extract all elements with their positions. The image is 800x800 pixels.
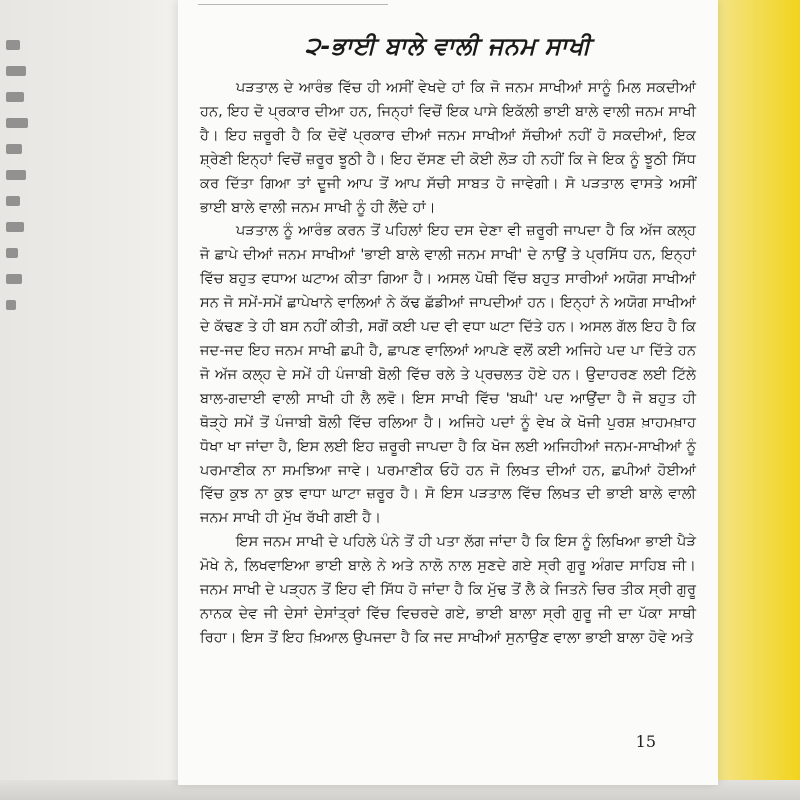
paragraph-3: ਇਸ ਜਨਮ ਸਾਖੀ ਦੇ ਪਹਿਲੇ ਪੰਨੇ ਤੋਂ ਹੀ ਪਤਾ ਲੱਗ ਜਾਂਦਾ ਹੈ ਕਿ ਇਸ ਨੂੰ ਲਿਖਿਆ ਭਾਈ ਪੈੜੇ ਮੋਖੇ ਨੇ, ਲਿਖਵਾਇਆ ਭਾਈ ਬਾਲੇ ਨੇ ਅਤੇ ਨਾਲੋ ਨਾਲ ਸੁਣਦੇ ਗਏ ਸ੍ਰੀ ਗੁਰੂ ਅੰਗਦ ਸਾਹਿਬ ਜੀ। ਜਨਮ ਸਾਖੀ ਦੇ ਪੜ੍ਹਨ ਤੋਂ ਇਹ ਵੀ ਸਿੱਧ ਹੋ ਜਾਂਦਾ ਹੈ ਕਿ ਮੁੱਢ ਤੋਂ ਲੈ ਕੇ ਜਿਤਨੇ ਚਿਰ ਤੀਕ ਸ੍ਰੀ ਗੁਰੂ ਨਾਨਕ ਦੇਵ ਜੀ ਦੇਸਾਂ ਦੇਸਾਂਤ੍ਰਾਂ ਵਿੱਚ ਵਿਚਰਦੇ ਗਏ, ਭਾਈ ਬਾਲਾ ਸ੍ਰੀ ਗੁਰੂ ਜੀ ਦਾ ਪੱਕਾ ਸਾਥੀ ਰਿਹਾ। ਇਸ ਤੋਂ ਇਹ ਖ਼ਿਆਲ ਉਪਜਦਾ ਹੈ ਕਿ ਜਦ ਸਾਖੀਆਂ ਸੁਨਾਉਣ ਵਾਲਾ ਭਾਈ ਬਾਲਾ ਹੋਵੇ ਅਤੇ xyxy=(200,533,696,646)
facing-page-text-fragments xyxy=(6,40,46,340)
body-text xyxy=(200,76,696,650)
page-number: 15 xyxy=(635,732,656,751)
paragraph-2: ਪੜਤਾਲ ਨੂੰ ਆਰੰਭ ਕਰਨ ਤੋਂ ਪਹਿਲਾਂ ਇਹ ਦਸ ਦੇਣਾ ਵੀ ਜ਼ਰੂਰੀ ਜਾਪਦਾ ਹੈ ਕਿ ਅੱਜ ਕਲ੍ਹ ਜੋ ਛਾਪੇ ਦੀਆਂ ਜਨਮ ਸਾਖੀਆਂ 'ਭਾਈ ਬਾਲੇ ਵਾਲੀ ਜਨਮ ਸਾਖੀ' ਦੇ ਨਾਉਂ ਤੇ ਪ੍ਰਸਿੱਧ ਹਨ, ਇਨ੍ਹਾਂ ਵਿੱਚ ਬਹੁਤ ਵਧਾਅ ਘਟਾਅ ਕੀਤਾ ਗਿਆ ਹੈ। ਅਸਲ ਪੋਥੀ ਵਿੱਚ ਬਹੁਤ ਸਾਰੀਆਂ ਅਯੋਗ ਸਾਖੀਆਂ ਸਨ ਜੋ ਸਮੇਂ-ਸਮੇਂ ਛਾਪੇਖਾਨੇ ਵਾਲਿਆਂ ਨੇ ਕੱਢ ਛੱਡੀਆਂ ਜਾਪਦੀਆਂ ਹਨ। ਇਨ੍ਹਾਂ ਨੇ ਅਯੋਗ ਸਾਖੀਆਂ ਦੇ ਕੱਢਣ ਤੇ ਹੀ ਬਸ ਨਹੀਂ ਕੀਤੀ, ਸਗੋਂ ਕਈ ਪਦ ਵੀ ਵਧਾ ਘਟਾ ਦਿੱਤੇ ਹਨ। ਅਸਲ ਗੱਲ ਇਹ ਹੈ ਕਿ ਜਦ-ਜਦ ਇਹ ਜਨਮ ਸਾਖੀ ਛਪੀ ਹੈ, ਛਾਪਣ ਵਾਲਿਆਂ ਆਪਣੇ ਵਲੋਂ ਕਈ ਅਜਿਹੇ ਪਦ ਪਾ ਦਿੱਤੇ ਹਨ ਜੋ ਅੱਜ ਕਲ੍ਹ ਦੇ ਸਮੇਂ ਹੀ ਪੰਜਾਬੀ ਬੋਲੀ ਵਿੱਚ ਰਲੇ ਤੇ ਪ੍ਰਚਲਤ ਹੋਏ ਹਨ। ਉਦਾਹਰਣ ਲਈ ਟਿੱਲੇ ਬਾਲ-ਗਦਾਈ ਵਾਲੀ ਸਾਖੀ ਹੀ ਲੈ ਲਵੋ। ਇਸ ਸਾਖੀ ਵਿੱਚ 'ਬਘੀ' ਪਦ ਆਉਂਦਾ ਹੈ ਜੋ ਬਹੁਤ ਹੀ ਥੋੜ੍ਹੇ ਸਮੇਂ ਤੋਂ ਪੰਜਾਬੀ ਬੋਲੀ ਵਿੱਚ ਰਲਿਆ ਹੈ। ਅਜਿਹੇ ਪਦਾਂ ਨੂੰ ਵੇਖ ਕੇ ਖੋਜੀ ਪੁਰਸ਼ ਖ਼ਾਹਮਖ਼ਾਹ ਧੋਖਾ ਖਾ ਜਾਂਦਾ ਹੈ, ਇਸ ਲਈ ਇਹ ਜ਼ਰੂਰੀ ਜਾਪਦਾ ਹੈ ਕਿ ਖੋਜ ਲਈ ਅਜਿਹੀਆਂ ਜਨਮ-ਸਾਖੀਆਂ ਨੂੰ ਪਰਮਾਣੀਕ ਨਾ ਸਮਝਿਆ ਜਾਵੇ। ਪਰਮਾਣੀਕ ਓਹੋ ਹਨ ਜੋ ਲਿਖਤ ਦੀਆਂ ਹਨ, ਛਪੀਆਂ ਹੋਈਆਂ ਵਿੱਚ ਕੁਝ ਨਾ ਕੁਝ ਵਾਧਾ ਘਾਟਾ ਜ਼ਰੂਰ ਹੈ। ਸੋ ਇਸ ਪੜਤਾਲ ਵਿੱਚ ਲਿਖਤ ਦੀ ਭਾਈ ਬਾਲੇ ਵਾਲੀ ਜਨਮ ਸਾਖੀ ਹੀ ਮੁੱਖ ਰੱਖੀ ਗਈ ਹੈ। xyxy=(200,222,696,527)
book-page xyxy=(178,0,718,785)
page-top-rule xyxy=(198,4,388,5)
paragraph-1: ਪੜਤਾਲ ਦੇ ਆਰੰਭ ਵਿੱਚ ਹੀ ਅਸੀਂ ਵੇਖਦੇ ਹਾਂ ਕਿ ਜੋ ਜਨਮ ਸਾਖੀਆਂ ਸਾਨੂੰ ਮਿਲ ਸਕਦੀਆਂ ਹਨ, ਇਹ ਦੋ ਪ੍ਰਕਾਰ ਦੀਆ ਹਨ, ਜਿਨ੍ਹਾਂ ਵਿਚੋਂ ਇਕ ਪਾਸੇ ਇਕੱਲੀ ਭਾਈ ਬਾਲੇ ਵਾਲੀ ਜਨਮ ਸਾਖੀ ਹੈ। ਇਹ ਜ਼ਰੂਰੀ ਹੈ ਕਿ ਦੋਵੇਂ ਪ੍ਰਕਾਰ ਦੀਆਂ ਜਨਮ ਸਾਖੀਆਂ ਸੱਚੀਆਂ ਨਹੀਂ ਹੋ ਸਕਦੀਆਂ, ਇਕ ਸ਼੍ਰੇਣੀ ਇਨ੍ਹਾਂ ਵਿਚੋਂ ਜ਼ਰੂਰ ਝੂਠੀ ਹੈ। ਇਹ ਦੱਸਣ ਦੀ ਕੋਈ ਲੋੜ ਹੀ ਨਹੀਂ ਕਿ ਜੇ ਇਕ ਨੂੰ ਝੂਠੀ ਸਿੱਧ ਕਰ ਦਿੱਤਾ ਗਿਆ ਤਾਂ ਦੂਜੀ ਆਪ ਤੋਂ ਆਪ ਸੱਚੀ ਸਾਬਤ ਹੋ ਜਾਵੇਗੀ। ਸੋ ਪੜਤਾਲ ਵਾਸਤੇ ਅਸੀਂ ਭਾਈ ਬਾਲੇ ਵਾਲੀ ਜਨਮ ਸਾਖੀ ਨੂੰ ਹੀ ਲੈਂਦੇ ਹਾਂ। xyxy=(200,79,696,216)
facing-page xyxy=(0,0,200,800)
chapter-title: ੨-ਭਾਈ ਬਾਲੇ ਵਾਲੀ ਜਨਮ ਸਾਖੀ xyxy=(305,32,591,60)
